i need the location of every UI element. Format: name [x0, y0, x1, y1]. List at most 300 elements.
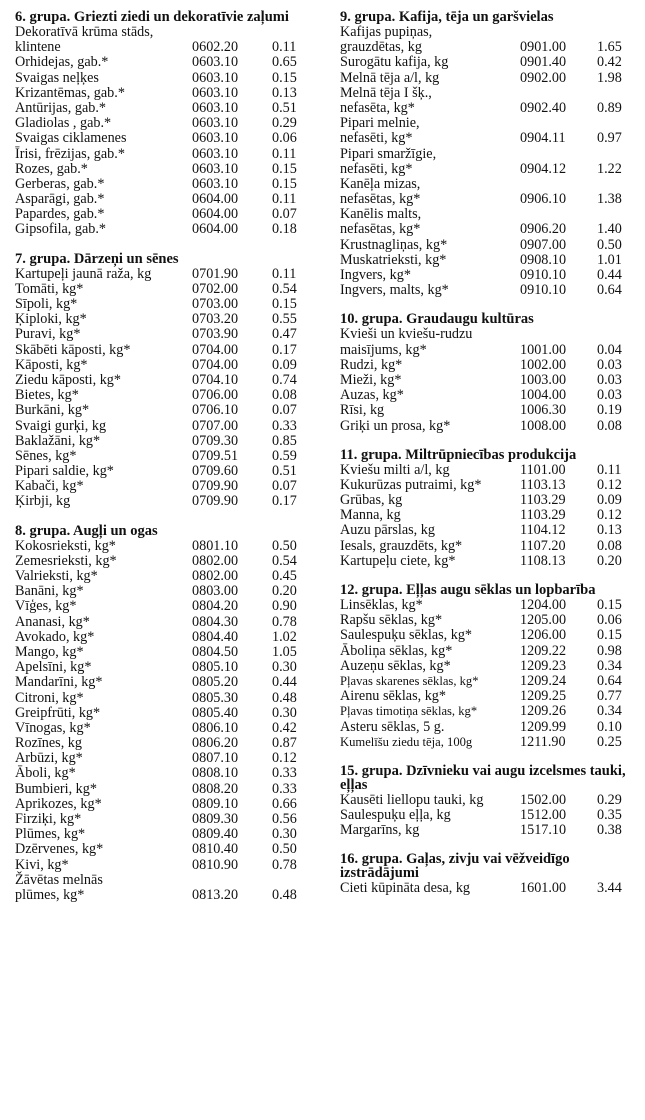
item-name: Cieti kūpināta desa, kg	[340, 880, 471, 897]
table-row	[15, 706, 320, 721]
table-row	[15, 222, 320, 237]
item-price: 0.50	[272, 841, 297, 858]
table-row	[15, 101, 320, 116]
item-price: 0.48	[272, 886, 297, 903]
item-name: Ziedu kāposti, kg*	[15, 371, 121, 388]
item-name: Dekoratīvā krūma stāds,	[15, 24, 154, 40]
item-code: 0602.20	[192, 39, 239, 56]
item-name: Rudzi, kg*	[340, 356, 403, 373]
item-price: 0.09	[272, 356, 297, 373]
table-row	[340, 101, 638, 116]
item-code: 1003.00	[520, 371, 567, 388]
item-name: Kanēļa mizas,	[340, 175, 421, 192]
table-row	[15, 721, 320, 736]
table-row	[15, 675, 320, 690]
item-name: Plūmes, kg*	[15, 826, 86, 843]
group-title: 9. grupa. Kafija, tēja un garšvielas	[340, 9, 554, 25]
item-code: 1101.00	[520, 461, 566, 478]
item-name: Grūbas, kg	[340, 492, 403, 509]
item-code: 0806.10	[192, 719, 239, 736]
item-code: 0809.10	[192, 795, 239, 812]
item-name: Kabači, kg*	[15, 478, 84, 495]
item-name: Kvieši un kviešu-rudzu	[340, 326, 473, 343]
item-price: 0.54	[272, 552, 297, 569]
item-code: 0901.00	[520, 39, 567, 56]
table-row	[15, 358, 320, 373]
item-price: 0.11	[272, 145, 297, 162]
item-code: 0709.90	[192, 493, 239, 510]
table-row	[340, 793, 638, 808]
item-name: Gipsofila, gab.*	[15, 221, 107, 238]
item-price: 0.45	[272, 568, 297, 584]
item-name: Bietes, kg*	[15, 387, 79, 404]
item-name: Mandarīni, kg*	[15, 674, 103, 691]
item-price: 0.87	[272, 735, 297, 752]
table-row	[340, 613, 638, 628]
item-name: nefasēti, kg*	[340, 160, 413, 177]
table-row	[340, 222, 638, 237]
item-name: Melnā tēja a/l, kg	[340, 69, 440, 86]
table-row	[15, 842, 320, 857]
item-name: plūmes, kg*	[15, 886, 85, 903]
item-code: 1107.20	[520, 537, 566, 554]
item-code: 0907.00	[520, 236, 567, 253]
table-row	[340, 478, 638, 493]
item-name: Pipari melnie,	[340, 115, 420, 132]
table-row	[340, 86, 638, 101]
item-price: 0.64	[597, 282, 622, 299]
table-row	[15, 858, 320, 873]
item-name: grauzdētas, kg	[340, 39, 422, 56]
item-code: 0604.00	[192, 191, 239, 208]
item-code: 0806.20	[192, 735, 239, 752]
item-price: 1.02	[272, 628, 297, 645]
table-row	[15, 569, 320, 584]
table-row	[15, 343, 320, 358]
table-row	[340, 644, 638, 659]
table-row	[15, 388, 320, 403]
item-price: 0.17	[272, 341, 297, 358]
item-price: 0.19	[597, 402, 622, 419]
item-code: 0801.10	[192, 537, 239, 554]
item-price: 0.51	[272, 99, 297, 116]
table-row	[340, 493, 638, 508]
table-row	[15, 25, 320, 40]
table-row	[15, 327, 320, 342]
table-row	[340, 403, 638, 418]
item-name: Sīpoli, kg*	[15, 296, 78, 312]
item-price: 0.29	[597, 791, 622, 808]
item-name: Saulespuķu sēklas, kg*	[340, 627, 473, 644]
item-code: 0804.20	[192, 598, 239, 615]
item-price: 0.08	[272, 387, 297, 404]
item-code: 0809.30	[192, 811, 239, 827]
item-price: 0.33	[272, 417, 297, 434]
item-name: Auzas, kg*	[340, 387, 404, 404]
item-name: maisījums, kg*	[340, 341, 427, 358]
item-code: 0805.10	[192, 659, 239, 676]
item-name: Svaigas neļķes	[15, 69, 99, 86]
item-code: 0701.90	[192, 265, 239, 282]
table-row	[340, 463, 638, 478]
item-name: Krustnagliņas, kg*	[340, 236, 448, 253]
item-price: 0.11	[272, 39, 297, 56]
item-price: 0.07	[272, 402, 297, 419]
item-price: 0.15	[272, 296, 297, 312]
item-code: 1103.29	[520, 492, 566, 509]
table-row	[340, 327, 638, 342]
table-row	[340, 735, 638, 750]
item-name: Airenu sēklas, kg*	[340, 688, 446, 705]
item-price: 1.01	[597, 251, 622, 268]
item-code: 0603.10	[192, 130, 239, 147]
item-price: 0.38	[597, 822, 622, 839]
item-price: 0.03	[597, 371, 622, 388]
item-code: 0603.10	[192, 160, 239, 177]
item-name: Baklažāni, kg*	[15, 432, 101, 449]
item-code: 0704.10	[192, 371, 239, 388]
group-title: 11. grupa. Miltrūpniecības produkcija	[340, 446, 577, 463]
item-name: Aprikozes, kg*	[15, 795, 102, 812]
item-price: 0.33	[272, 780, 297, 797]
item-price: 0.15	[272, 160, 297, 177]
table-row	[340, 283, 638, 298]
tariff-group	[15, 10, 320, 238]
table-row	[15, 782, 320, 797]
group-title: 12. grupa. Eļļas augu sēklas un lopbarība	[340, 582, 596, 598]
item-price: 0.35	[597, 807, 622, 824]
item-name: Linsēklas, kg*	[340, 597, 423, 613]
item-name: Skābēti kāposti, kg*	[15, 341, 131, 358]
item-price: 0.42	[597, 54, 622, 71]
item-name: nefasēta, kg*	[340, 99, 415, 116]
table-row	[15, 554, 320, 569]
item-name: Krizantēmas, gab.*	[15, 84, 125, 101]
item-code: 1512.00	[520, 807, 567, 824]
item-code: 0603.10	[192, 175, 239, 192]
table-row	[340, 253, 638, 268]
item-name: Kāposti, kg*	[15, 356, 88, 373]
item-code: 0603.10	[192, 69, 239, 86]
item-name: Īrisi, frēzijas, gab.*	[15, 145, 125, 162]
item-name: Pļavas skarenes sēklas, kg*	[340, 673, 479, 688]
item-code: 1103.29	[520, 507, 566, 524]
item-price: 1.22	[597, 160, 622, 177]
table-row	[15, 751, 320, 766]
group-title: 6. grupa. Griezti ziedi un dekoratīvie zaļumi	[15, 9, 289, 25]
item-price: 0.74	[272, 371, 297, 388]
item-code: 1209.99	[520, 718, 567, 735]
table-row	[15, 873, 320, 888]
item-code: 1206.00	[520, 627, 567, 644]
table-row	[15, 797, 320, 812]
item-price: 0.47	[272, 326, 297, 343]
item-price: 0.08	[597, 537, 622, 554]
item-code: 0604.00	[192, 206, 239, 223]
tariff-group	[15, 524, 320, 904]
item-code: 0706.00	[192, 387, 239, 404]
item-code: 0908.10	[520, 251, 567, 268]
group-title: 16. grupa. Gaļas, zivju vai vēžveidīgo izstrādājumi	[340, 851, 570, 882]
item-price: 0.85	[272, 432, 297, 449]
item-code: 0704.00	[192, 356, 239, 373]
item-price: 0.17	[272, 493, 297, 510]
item-name: Ingvers, kg*	[340, 267, 411, 283]
item-code: 1008.00	[520, 417, 567, 434]
item-name: Antūrijas, gab.*	[15, 99, 107, 116]
table-row	[15, 131, 320, 146]
item-code: 0805.30	[192, 689, 239, 706]
item-name: Dzērvenes, kg*	[15, 841, 104, 858]
item-price: 0.04	[597, 341, 622, 358]
item-name: nefasētas, kg*	[340, 221, 421, 238]
item-price: 0.10	[597, 718, 622, 735]
item-name: Vīnogas, kg*	[15, 719, 91, 736]
item-code: 0901.40	[520, 54, 567, 71]
table-row	[15, 147, 320, 162]
item-code: 0604.00	[192, 221, 239, 238]
item-price: 0.11	[272, 191, 297, 208]
item-price: 0.30	[272, 826, 297, 843]
item-name: Gladiolas , gab.*	[15, 115, 112, 132]
item-name: Papardes, gab.*	[15, 206, 105, 223]
table-row	[15, 464, 320, 479]
item-name: Rozes, gab.*	[15, 160, 88, 177]
item-name: Kumelīšu ziedu tēja, 100g	[340, 734, 473, 749]
table-row	[15, 162, 320, 177]
item-code: 0808.20	[192, 780, 239, 797]
table-row	[340, 539, 638, 554]
table-row	[340, 116, 638, 131]
item-code: 1211.90	[520, 733, 566, 750]
table-row	[340, 358, 638, 373]
item-code: 0709.60	[192, 463, 239, 480]
item-price: 0.29	[272, 115, 297, 132]
item-price: 0.15	[272, 175, 297, 192]
table-row	[15, 766, 320, 781]
item-name: Margarīns, kg	[340, 822, 420, 839]
item-name: Kafijas pupiņas,	[340, 24, 433, 40]
table-row	[15, 888, 320, 903]
item-name: Iesals, grauzdēts, kg*	[340, 537, 463, 554]
table-row	[15, 434, 320, 449]
item-price: 1.40	[597, 221, 622, 238]
item-name: Kokosrieksti, kg*	[15, 537, 116, 554]
item-name: Kausēti liellopu tauki, kg	[340, 791, 484, 808]
item-code: 1108.13	[520, 552, 566, 569]
item-price: 0.08	[597, 417, 622, 434]
item-price: 0.11	[597, 461, 622, 478]
table-row	[340, 808, 638, 823]
item-name: Sēnes, kg*	[15, 447, 77, 464]
item-name: Firziķi, kg*	[15, 811, 82, 827]
item-price: 0.48	[272, 689, 297, 706]
table-row	[15, 419, 320, 434]
item-name: Griķi un prosa, kg*	[340, 417, 451, 434]
item-code: 0803.00	[192, 583, 239, 600]
table-row	[340, 881, 638, 896]
group-title: 7. grupa. Dārzeņi un sēnes	[15, 250, 179, 267]
tariff-group	[340, 312, 638, 433]
table-row	[15, 297, 320, 312]
item-code: 0910.10	[520, 267, 567, 283]
item-name: Banāni, kg*	[15, 583, 84, 600]
table-row	[15, 116, 320, 131]
table-row	[15, 599, 320, 614]
item-price: 0.18	[272, 221, 297, 238]
item-name: Greipfrūti, kg*	[15, 704, 101, 721]
item-name: Ingvers, malts, kg*	[340, 282, 449, 299]
item-code: 0807.10	[192, 750, 239, 767]
item-code: 0702.00	[192, 280, 239, 297]
item-code: 0906.10	[520, 191, 567, 208]
item-name: Arbūzi, kg*	[15, 750, 83, 767]
tariff-group	[340, 764, 638, 839]
item-name: Manna, kg	[340, 507, 401, 524]
item-price: 0.07	[272, 478, 297, 495]
table-row	[340, 598, 638, 613]
item-price: 0.15	[597, 597, 622, 613]
item-price: 0.33	[272, 765, 297, 782]
item-price: 0.34	[597, 703, 622, 720]
table-row	[340, 419, 638, 434]
table-row	[340, 238, 638, 253]
item-name: Āboli, kg*	[15, 765, 76, 782]
item-code: 0805.20	[192, 674, 239, 691]
item-price: 0.56	[272, 811, 297, 827]
table-row	[15, 494, 320, 509]
table-row	[340, 207, 638, 222]
item-name: Rīsi, kg	[340, 402, 385, 419]
item-code: 1209.26	[520, 703, 567, 720]
table-row	[340, 823, 638, 838]
item-name: Tomāti, kg*	[15, 280, 84, 297]
item-code: 1103.13	[520, 476, 566, 493]
table-row	[340, 177, 638, 192]
item-name: Ananasi, kg*	[15, 613, 90, 630]
item-price: 0.66	[272, 795, 297, 812]
item-name: Gerberas, gab.*	[15, 175, 105, 192]
item-price: 0.11	[272, 265, 297, 282]
item-code: 1002.00	[520, 356, 567, 373]
item-name: Asparāgi, gab.*	[15, 191, 105, 208]
item-name: Pļavas timotiņa sēklas, kg*	[340, 704, 478, 719]
item-price: 0.65	[272, 54, 297, 71]
table-row	[340, 508, 638, 523]
item-name: Kanēlis malts,	[340, 206, 422, 223]
item-price: 0.55	[272, 311, 297, 328]
item-code: 0902.40	[520, 99, 567, 116]
item-code: 0703.20	[192, 311, 239, 328]
item-code: 0802.00	[192, 552, 239, 569]
table-row	[15, 645, 320, 660]
item-name: Auzeņu sēklas, kg*	[340, 657, 451, 674]
group-title: 15. grupa. Dzīvnieku vai augu izcelsmes tauki, eļļas	[340, 762, 626, 793]
item-code: 0904.11	[520, 130, 566, 147]
item-price: 0.20	[272, 583, 297, 600]
item-price: 0.30	[272, 704, 297, 721]
item-name: Ķirbji, kg	[15, 493, 71, 510]
item-name: Mieži, kg*	[340, 371, 402, 388]
item-code: 1004.00	[520, 387, 567, 404]
table-row	[340, 192, 638, 207]
item-price: 0.07	[272, 206, 297, 223]
item-code: 1209.22	[520, 642, 567, 659]
tariff-group	[340, 448, 638, 569]
item-code: 0707.00	[192, 417, 239, 434]
item-name: Orhidejas, gab.*	[15, 54, 109, 71]
item-name: Muskatrieksti, kg*	[340, 251, 447, 268]
item-name: Vīģes, kg*	[15, 598, 77, 615]
item-code: 0603.10	[192, 99, 239, 116]
item-name: Kartupeļu ciete, kg*	[340, 552, 456, 569]
item-name: Kviešu milti a/l, kg	[340, 461, 450, 478]
item-name: Burkāni, kg*	[15, 402, 90, 419]
table-row	[15, 584, 320, 599]
item-code: 0810.40	[192, 841, 239, 858]
item-code: 0706.10	[192, 402, 239, 419]
item-name: nefasēti, kg*	[340, 130, 413, 147]
table-row	[340, 55, 638, 70]
item-code: 0906.20	[520, 221, 567, 238]
table-row	[15, 207, 320, 222]
table-row	[340, 554, 638, 569]
table-row	[15, 630, 320, 645]
table-row	[340, 720, 638, 735]
item-price: 0.09	[597, 492, 622, 509]
item-code: 0808.10	[192, 765, 239, 782]
item-name: nefasētas, kg*	[340, 191, 421, 208]
item-price: 0.06	[597, 612, 622, 629]
item-code: 0603.10	[192, 84, 239, 101]
item-code: 0810.90	[192, 856, 239, 873]
item-code: 0813.20	[192, 886, 239, 903]
item-code: 0904.12	[520, 160, 567, 177]
item-name: Surogātu kafija, kg	[340, 54, 449, 71]
table-row	[15, 403, 320, 418]
item-code: 1205.00	[520, 612, 567, 629]
item-name: Puravi, kg*	[15, 326, 81, 343]
table-row	[340, 704, 638, 719]
item-name: Avokado, kg*	[15, 628, 95, 645]
item-price: 0.51	[272, 463, 297, 480]
item-code: 1502.00	[520, 791, 567, 808]
left-column	[15, 10, 320, 917]
item-code: 1204.00	[520, 597, 567, 613]
item-price: 0.97	[597, 130, 622, 147]
item-code: 0709.30	[192, 432, 239, 449]
table-row	[340, 523, 638, 538]
item-price: 1.98	[597, 69, 622, 86]
item-code: 1517.10	[520, 822, 567, 839]
table-row	[340, 25, 638, 40]
table-row	[15, 312, 320, 327]
table-row	[15, 267, 320, 282]
group-title: 8. grupa. Augļi un ogas	[15, 522, 158, 539]
item-name: Mango, kg*	[15, 643, 84, 660]
item-code: 0703.00	[192, 296, 239, 312]
item-price: 0.12	[597, 507, 622, 524]
tariff-group	[340, 583, 638, 750]
item-price: 0.59	[272, 447, 297, 464]
right-column	[340, 10, 638, 911]
item-price: 0.64	[597, 672, 622, 689]
item-price: 0.20	[597, 552, 622, 569]
item-name: Kivi, kg*	[15, 856, 69, 873]
item-price: 1.38	[597, 191, 622, 208]
group-title: 10. grupa. Graudaugu kultūras	[340, 311, 534, 328]
item-name: Valrieksti, kg*	[15, 568, 98, 584]
